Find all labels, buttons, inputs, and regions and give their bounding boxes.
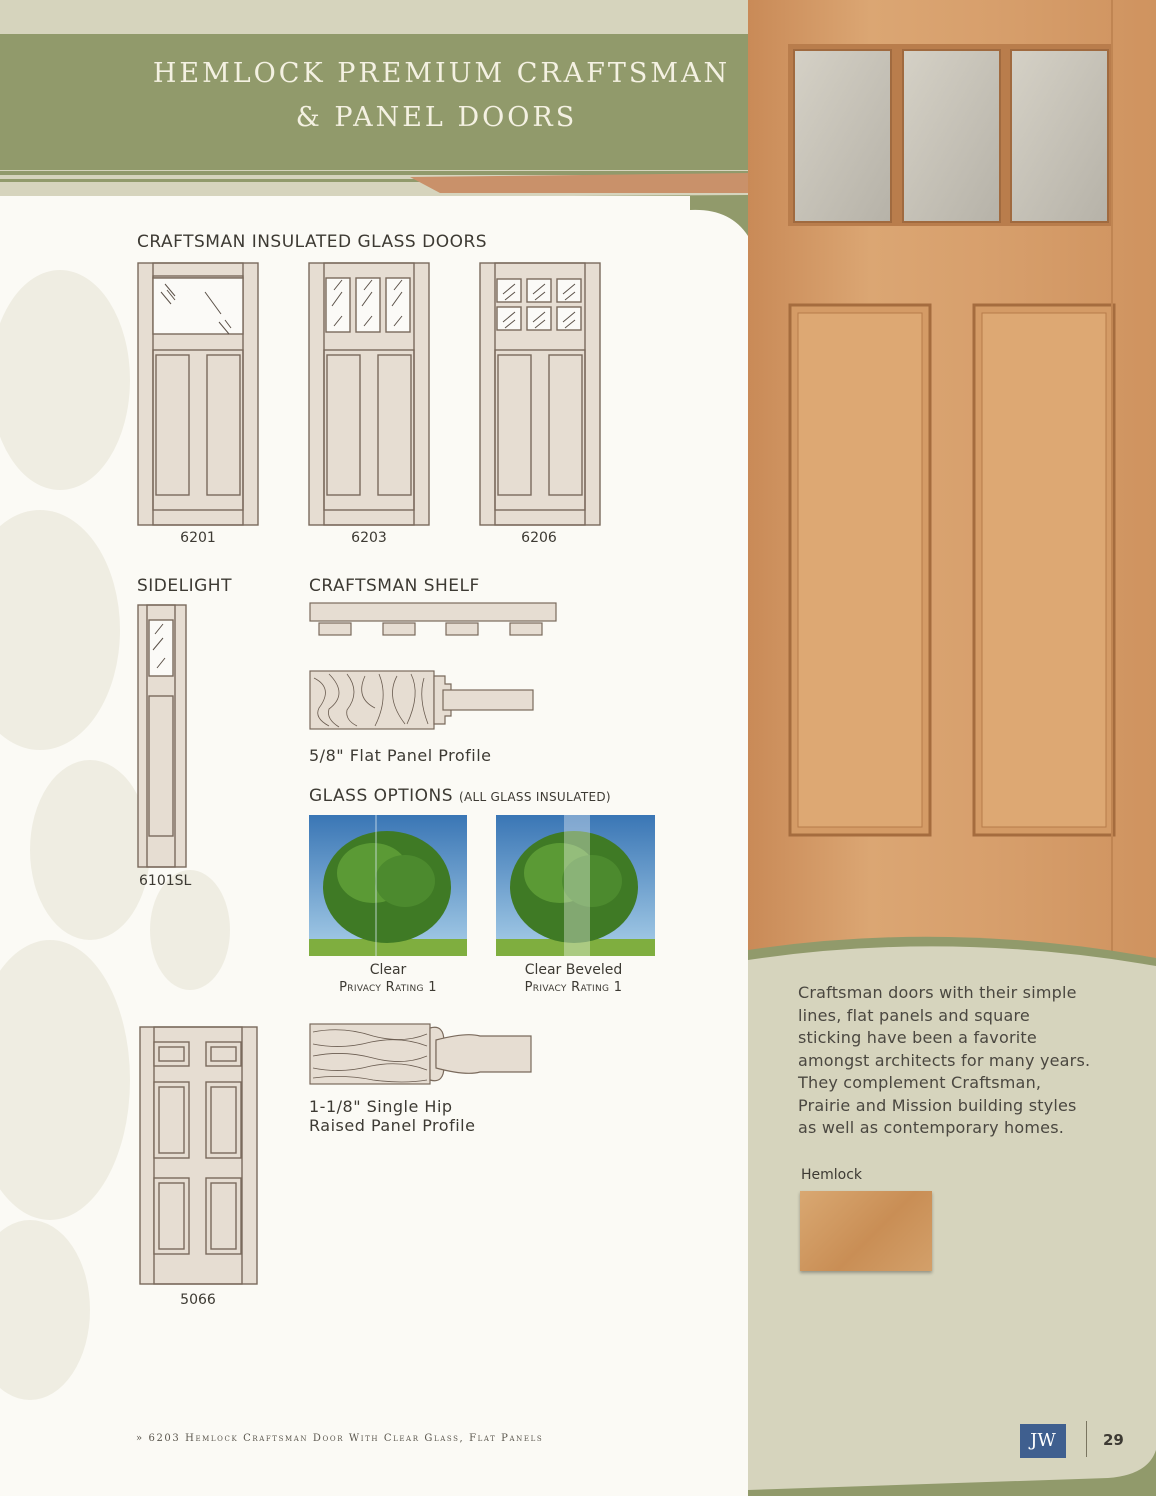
page-number: 29 [1103,1431,1124,1449]
footer-divider [1086,1421,1087,1457]
craftsman-shelf-drawing [309,602,559,638]
title-line-2: & PANEL DOORS [295,102,578,133]
top-strip [0,0,748,34]
glass-clear-beveled-photo [496,815,655,956]
craftsman-doors-heading: CRAFTSMAN INSULATED GLASS DOORS [137,232,488,252]
raised-panel-profile-line-1: 1-1/8" Single Hip [309,1097,453,1116]
raised-panel-profile-drawing [309,1022,535,1086]
glass-clear-name: Clear [369,962,407,978]
glass-clear-photo [309,815,467,956]
glass-clear-beveled-name: Clear Beveled [524,962,623,978]
raised-panel-profile-label [309,1097,475,1135]
glass-options-heading [309,786,611,806]
glass-options-title: GLASS OPTIONS [309,786,454,806]
flat-panel-profile-label: 5/8" Flat Panel Profile [309,746,492,765]
door-6201-label: 6201 [180,530,216,546]
door-6206-label: 6206 [521,530,557,546]
door-6206-drawing [479,262,601,526]
sidelight-heading: SIDELIGHT [137,576,232,596]
title-line-1: HEMLOCK PREMIUM CRAFTSMAN [152,58,731,89]
door-6203-label: 6203 [351,530,387,546]
door-5066-label: 5066 [180,1292,216,1308]
glass-clear-beveled-rating: Privacy Rating 1 [524,980,623,995]
panel-corner [690,196,750,256]
hemlock-door-photo [748,0,1156,960]
raised-panel-profile-line-2: Raised Panel Profile [309,1116,476,1135]
photo-caption: » 6203 Hemlock Craftsman Door With Clear Glass, Flat Panels [136,1433,544,1444]
sidelight-label: 6101SL [139,873,192,889]
door-6201-drawing [137,262,259,526]
sidelight-6101sl-drawing [137,604,187,868]
page-title [0,52,748,140]
hemlock-wood-swatch [800,1191,932,1271]
wood-swatch-label: Hemlock [801,1167,863,1183]
flat-panel-profile-drawing [309,670,537,732]
door-5066-drawing [139,1026,259,1286]
description-text: Craftsman doors with their simple lines, flat panels and square sticking have been a favorite amongst architects for many years. They complement Craftsman, Prairie and Mission building styles as well as contemporary homes. [798,983,1091,1137]
jw-logo: JW [1020,1424,1066,1458]
glass-options-note: (ALL GLASS INSULATED) [458,790,611,804]
glass-clear-caption [309,962,467,996]
glass-clear-rating: Privacy Rating 1 [339,980,437,995]
craftsman-shelf-heading: CRAFTSMAN SHELF [309,576,480,596]
glass-clear-beveled-caption [494,962,653,996]
door-6203-drawing [308,262,430,526]
